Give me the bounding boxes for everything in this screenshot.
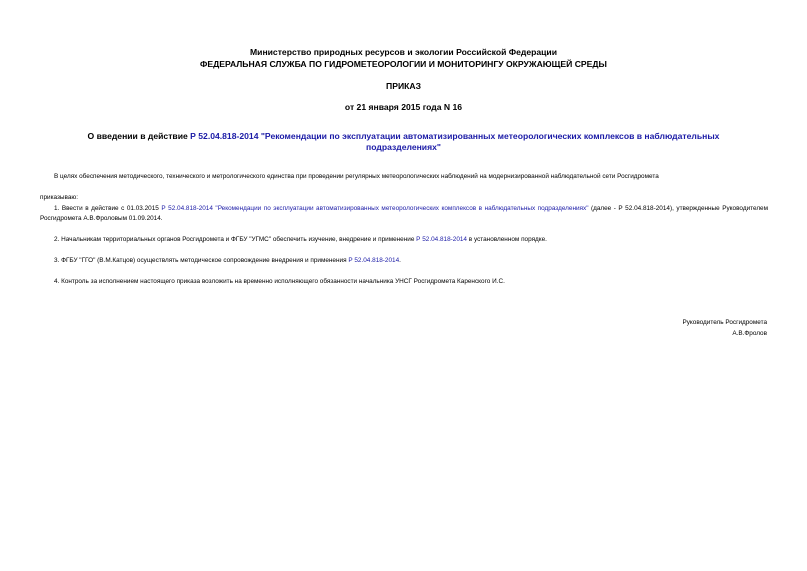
item-2-text-after: в установленном порядке. <box>467 236 547 243</box>
signature-name: А.В.Фролов <box>732 330 767 337</box>
item-1-text-after: (далее - Р 52.04.818-2014), утвержденные Руководителем Росгидромета А.В.Фроловым 01.09.2014. <box>40 205 769 222</box>
item-1-standard-link[interactable]: Р 52.04.818-2014 "Рекомендации по эксплуатации автоматизированных метеорологических комплексов в наблюдательных подразделениях" <box>161 205 589 212</box>
signature-position: Руководитель Росгидромета <box>682 319 767 326</box>
document-title <box>70 131 737 153</box>
item-4-paragraph: 4. Контроль за исполнением настоящего приказа возложить на временно исполняющего обязанности начальника УНСГ Росгидромета Каренского И.С. <box>54 278 505 285</box>
item-1-text-before: 1. Ввести в действие с 01.03.2015 <box>54 205 162 212</box>
item-1-paragraph <box>40 204 768 224</box>
date-and-number: от 21 января 2015 года N 16 <box>344 102 463 112</box>
item-2-standard-link[interactable]: Р 52.04.818-2014 <box>416 236 467 243</box>
ministry-heading: Министерство природных ресурсов и экологии Российской Федерации <box>250 47 557 57</box>
item-3-standard-link[interactable]: Р 52.04.818-2014 <box>348 257 400 264</box>
title-prefix: О введении в действие <box>87 131 191 141</box>
service-heading: ФЕДЕРАЛЬНАЯ СЛУЖБА ПО ГИДРОМЕТЕОРОЛОГИИ И МОНИТОРИНГУ ОКРУЖАЮЩЕЙ СРЕДЫ <box>200 59 607 69</box>
item-2-text-before: 2. Начальникам территориальных органов Росгидромета и ФГБУ "УГМС" обеспечить изучение, внедрение и применение <box>54 236 417 243</box>
intro-paragraph: В целях обеспечения методического, технического и метрологического единства при проведении регулярных метеорологических наблюдений на модернизированной наблюдательной сети Росгидромета <box>54 173 659 180</box>
item-3-text-before: 3. ФГБУ "ГГО" (В.М.Катцов) осуществлять методическое сопровождение внедрения и применения <box>54 257 349 264</box>
order-word: приказываю: <box>40 194 78 201</box>
title-standard-link[interactable]: Р 52.04.818-2014 "Рекомендации по эксплуатации автоматизированных метеорологических комплексов в наблюдательных подразделениях" <box>190 131 720 152</box>
item-3-text-after: . <box>399 257 401 264</box>
item-3-paragraph <box>40 256 768 266</box>
item-2-paragraph <box>40 235 768 245</box>
document-type: ПРИКАЗ <box>386 81 421 91</box>
